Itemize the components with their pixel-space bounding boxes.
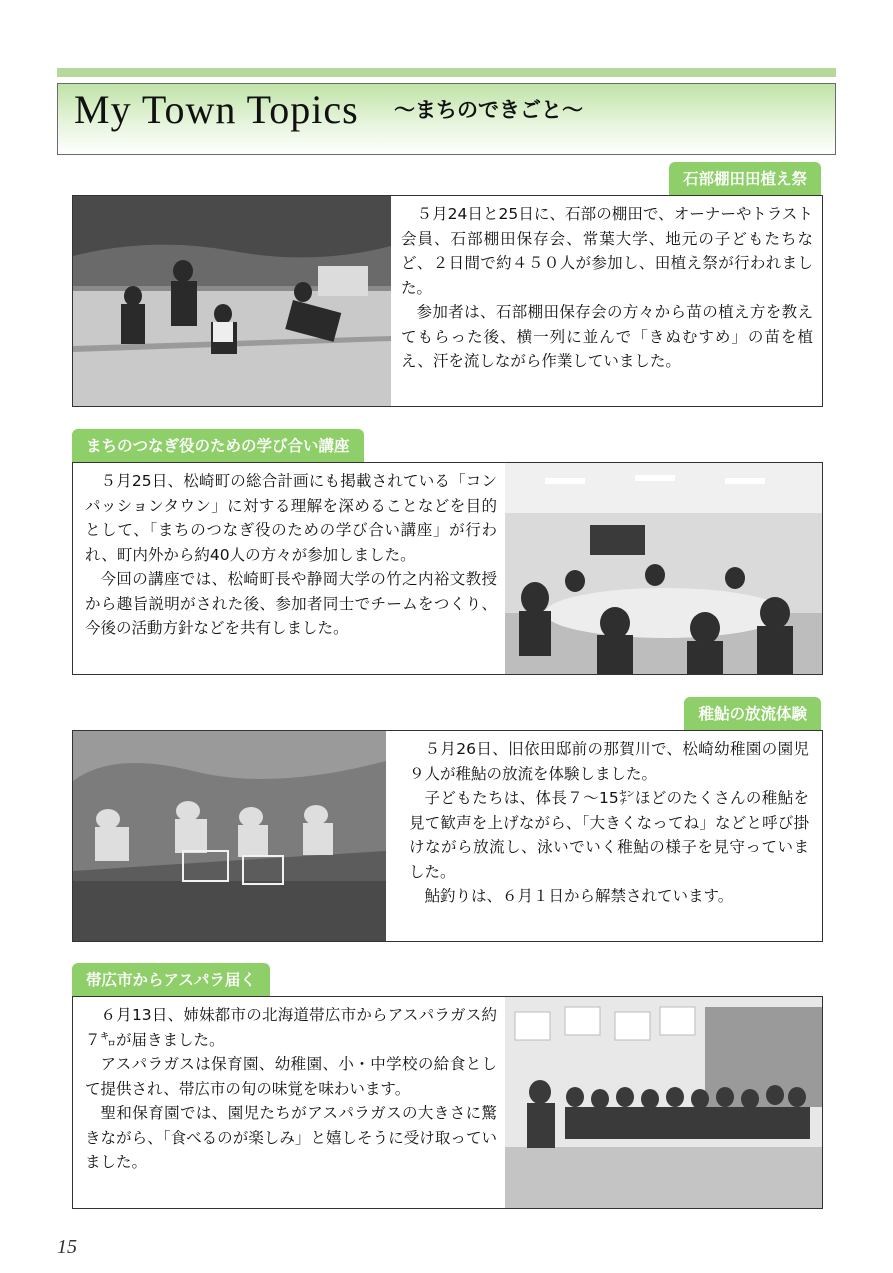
page-subtitle: ～まちのできごと～	[394, 98, 583, 122]
article-paragraph: 聖和保育園では、園児たちがアスパラガスの大きさに驚きながら、「食べるのが楽しみ」と嬉しそうに受け取っていました。	[85, 1104, 497, 1171]
article-sweetfish	[72, 730, 823, 942]
photo-rice-planting	[73, 196, 391, 406]
article-body	[85, 1003, 497, 1175]
article-paragraph: 今回の講座では、松崎町長や静岡大学の竹之内裕文教授から趣旨説明がされた後、参加者同士でチームをつくり、今後の活動方針などを共有しました。	[85, 570, 497, 637]
page-header	[57, 83, 836, 155]
article-tag-workshop: まちのつなぎ役のための学び合い講座	[72, 429, 364, 463]
photo-workshop	[505, 463, 822, 674]
article-asparagus	[72, 996, 823, 1209]
photo-asparagus-nursery	[505, 997, 822, 1208]
article-paragraph: ５月26日、旧依田邸前の那賀川で、松崎幼稚園の園児９人が稚鮎の放流を体験しました。	[409, 740, 809, 783]
article-body	[409, 737, 809, 909]
header-accent-bar	[57, 68, 836, 77]
article-tag-sweetfish: 稚鮎の放流体験	[684, 697, 821, 731]
photo-sweetfish-release	[73, 731, 386, 941]
article-paragraph: アスパラガスは保育園、幼稚園、小・中学校の給食として提供され、帯広市の旬の味覚を味わいます。	[85, 1055, 497, 1098]
page-title: My Town Topics	[74, 87, 359, 132]
article-paragraph: ５月25日、松崎町の総合計画にも掲載されている「コンパッションタウン」に対する理解を深めることなどを目的として、「まちのつなぎ役のための学び合い講座」が行われ、町内外から約40人の方々が参加しました。	[85, 472, 497, 564]
article-body	[401, 202, 813, 374]
article-tag-asparagus: 帯広市からアスパラ届く	[72, 963, 270, 997]
page-number: 15	[57, 1236, 77, 1258]
article-paragraph: ５月24日と25日に、石部の棚田で、オーナーやトラスト会員、石部棚田保存会、常葉大学、地元の子どもたちなど、２日間で約４５０人が参加し、田植え祭が行われました。	[401, 205, 813, 297]
article-paragraph: 参加者は、石部棚田保存会の方々から苗の植え方を教えてもらった後、横一列に並んで「きぬむすめ」の苗を植え、汗を流しながら作業していました。	[401, 303, 813, 370]
article-paragraph: ６月13日、姉妹都市の北海道帯広市からアスパラガス約７㌔が届きました。	[85, 1006, 497, 1049]
article-paragraph: 子どもたちは、体長７～15㌢ほどのたくさんの稚鮎を見て歓声を上げながら、「大きくなってね」などと呼び掛けながら放流し、泳いでいく稚鮎の様子を見守っていました。	[409, 789, 809, 881]
article-body	[85, 469, 497, 641]
article-workshop	[72, 462, 823, 675]
article-tag-rice-planting: 石部棚田田植え祭	[669, 162, 821, 196]
article-rice-planting	[72, 195, 823, 407]
article-paragraph: 鮎釣りは、６月１日から解禁されています。	[424, 887, 734, 905]
